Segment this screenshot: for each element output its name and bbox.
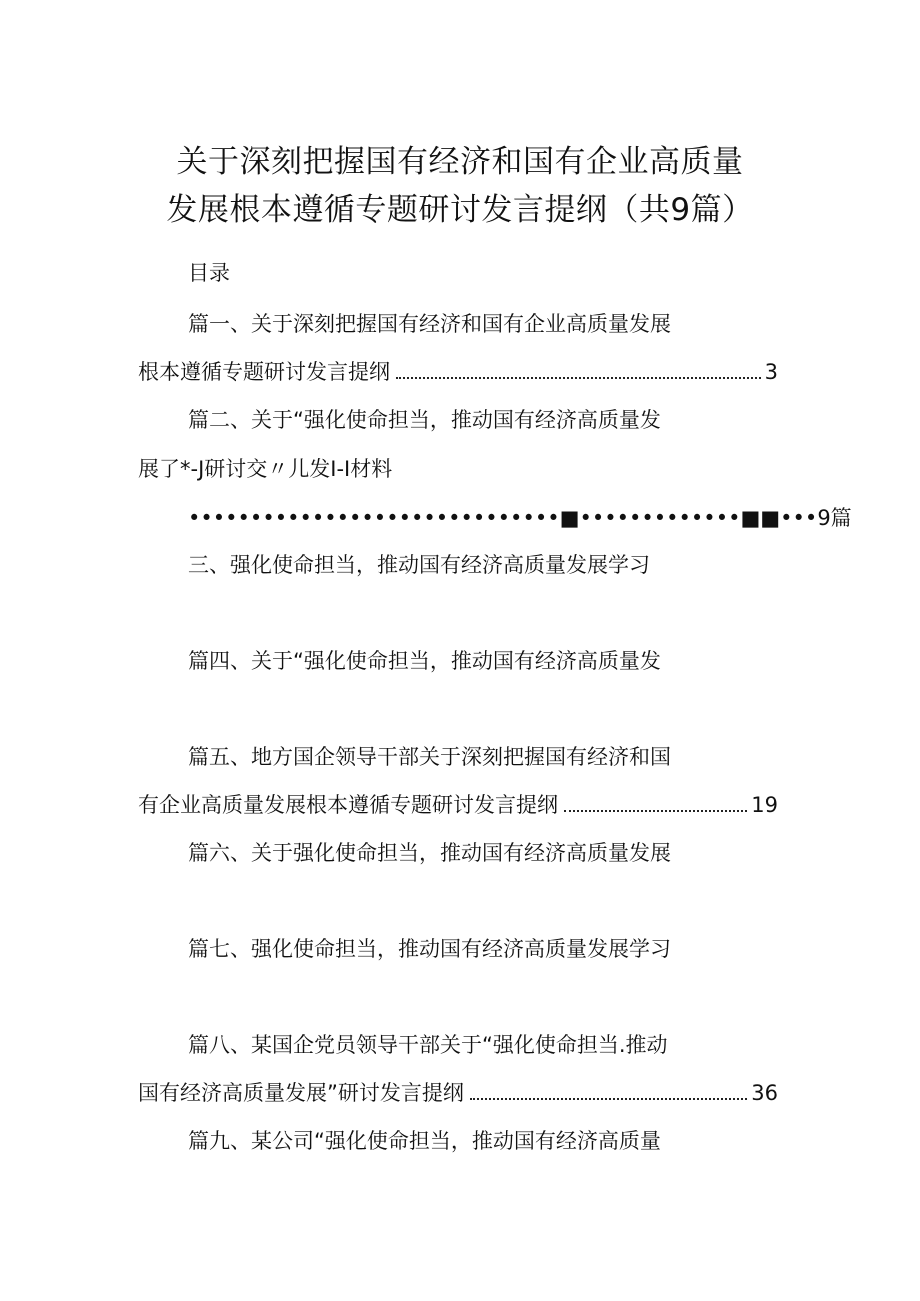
toc-entry-8-line-1: 篇八、某国企党员领导干部关于“强化使命担当.推动 bbox=[188, 1033, 668, 1057]
toc-entry-8-text: 国有经济高质量发展”研讨发言提纲 bbox=[138, 1081, 464, 1105]
toc-entry-5-line-1: 篇五、地方国企领导干部关于深刻把握国有经济和国 bbox=[188, 745, 671, 769]
toc-entry-2-line-3: ••••••••••••••••••••••••••••••■•••••••••••••■■•••9篇 bbox=[188, 506, 852, 530]
toc-entry-1-leader bbox=[396, 376, 761, 379]
toc-entry-6: 篇六、关于强化使命担当，推动国有经济高质量发展 bbox=[188, 841, 671, 865]
toc-entry-7: 篇七、强化使命担当，推动国有经济高质量发展学习 bbox=[188, 937, 671, 961]
toc-entry-5-text: 有企业高质量发展根本遵循专题研讨发言提纲 bbox=[138, 793, 558, 817]
toc-entry-1-page: 3 bbox=[764, 360, 778, 384]
document-title-line-2: 发展根本遵循专题研讨发言提纲（共9篇） bbox=[166, 192, 754, 228]
toc-entry-5-leader bbox=[564, 809, 747, 812]
toc-entry-4: 篇四、关于“强化使命担当，推动国有经济高质量发 bbox=[188, 649, 661, 673]
toc-entry-1-line-1: 篇一、关于深刻把握国有经济和国有企业高质量发展 bbox=[188, 312, 671, 336]
toc-entry-8-leader bbox=[470, 1097, 747, 1100]
toc-entry-8-line-2 bbox=[138, 1078, 778, 1108]
toc-entry-5-line-2 bbox=[138, 790, 778, 820]
toc-entry-1-text: 根本遵循专题研讨发言提纲 bbox=[138, 360, 390, 384]
toc-heading: 目录 bbox=[188, 261, 230, 285]
toc-entry-2-line-2: 展了*-J研讨交〃儿发I-I材料 bbox=[138, 457, 393, 481]
toc-entry-8-page: 36 bbox=[751, 1081, 778, 1105]
toc-entry-9: 篇九、某公司“强化使命担当，推动国有经济高质量 bbox=[188, 1129, 661, 1153]
document-title-line-1: 关于深刻把握国有经济和国有企业高质量 bbox=[176, 144, 744, 180]
toc-entry-2-line-1: 篇二、关于“强化使命担当，推动国有经济高质量发 bbox=[188, 408, 661, 432]
toc-entry-5-page: 19 bbox=[751, 793, 778, 817]
toc-entry-1-line-2 bbox=[138, 357, 778, 387]
toc-entry-3: 三、强化使命担当，推动国有经济高质量发展学习 bbox=[188, 553, 650, 577]
